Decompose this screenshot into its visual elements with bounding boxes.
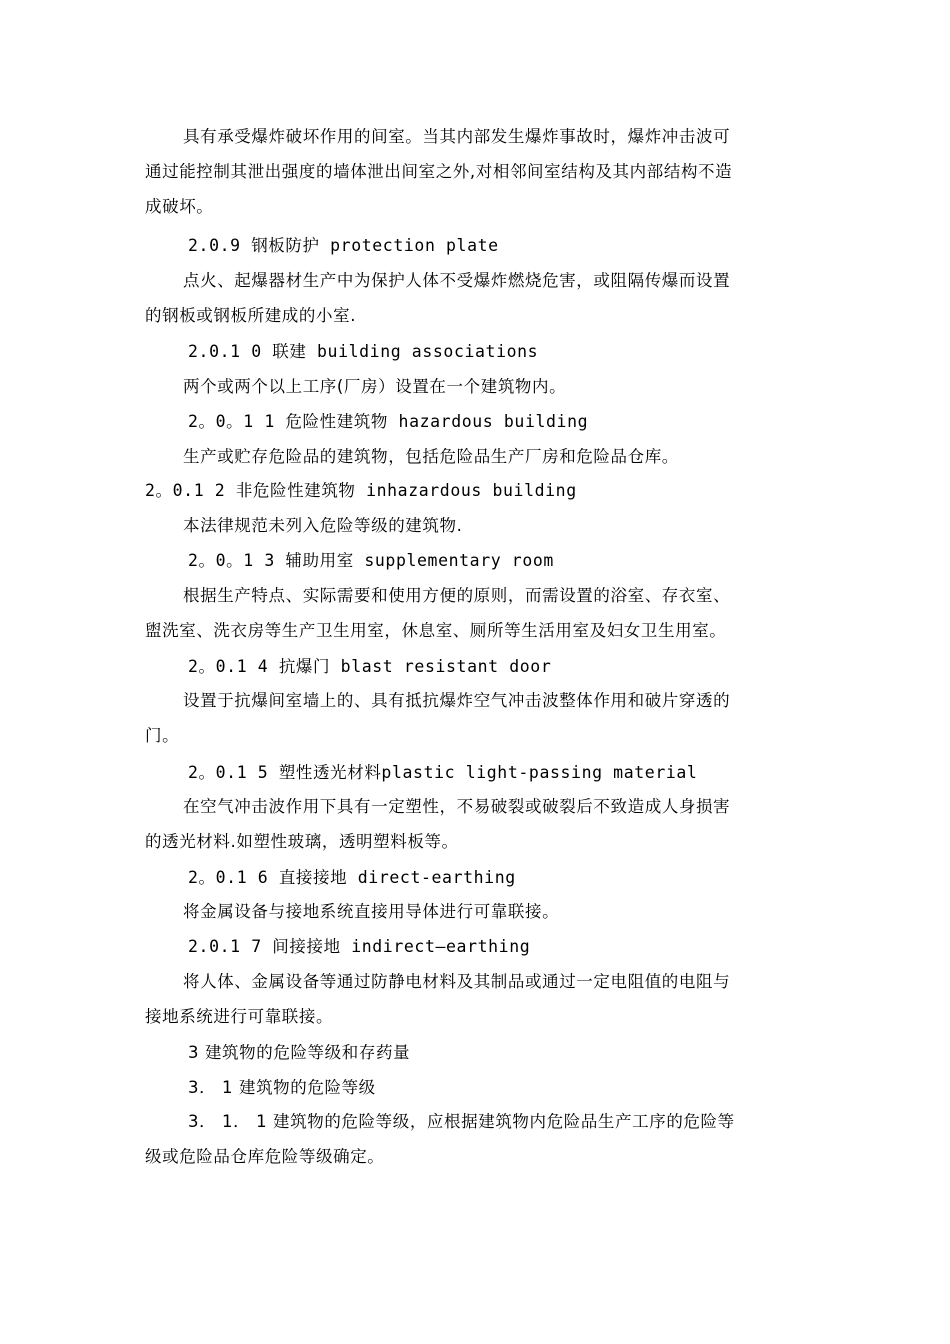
text-line: 成破坏。 <box>145 197 214 216</box>
text-line: 本法律规范未列入危险等级的建筑物. <box>183 516 463 535</box>
clause-heading: 2。0.1 6 直接接地 direct-earthing <box>188 868 516 887</box>
clause-heading: 2.0.9 钢板防护 protection plate <box>188 236 499 255</box>
text-line: 生产或贮存危险品的建筑物，包括危险品生产厂房和危险品仓库。 <box>183 447 679 466</box>
text-line: 设置于抗爆间室墙上的、具有抵抗爆炸空气冲击波整体作用和破片穿透的 <box>183 691 731 710</box>
text-line: 具有承受爆炸破坏作用的间室。当其内部发生爆炸事故时，爆炸冲击波可 <box>183 127 731 146</box>
text-line: 将金属设备与接地系统直接用导体进行可靠联接。 <box>183 902 560 921</box>
section-heading: 3． 1 建筑物的危险等级 <box>188 1078 376 1097</box>
text-line: 的钢板或钢板所建成的小室. <box>145 306 357 325</box>
text-line: 在空气冲击波作用下具有一定塑性，不易破裂或破裂后不致造成人身损害 <box>183 797 731 816</box>
text-line: 门。 <box>145 726 180 745</box>
clause-heading: 2。0.1 2 非危险性建筑物 inhazardous building <box>145 481 577 500</box>
clause-heading: 2。0。1 1 危险性建筑物 hazardous building <box>188 412 589 431</box>
text-line: 级或危险品仓库危险等级确定。 <box>145 1147 385 1166</box>
text-line: 根据生产特点、实际需要和使用方便的原则，而需设置的浴室、存衣室、 <box>183 586 731 605</box>
clause-heading: 2。0。1 3 辅助用室 supplementary room <box>188 551 554 570</box>
text-line: 两个或两个以上工序(厂房）设置在一个建筑物内。 <box>183 377 567 396</box>
clause-heading: 2。0.1 4 抗爆门 blast resistant door <box>188 657 552 676</box>
section-heading: 3 建筑物的危险等级和存药量 <box>188 1043 411 1062</box>
text-line: 接地系统进行可靠联接。 <box>145 1007 334 1026</box>
clause-heading: 2。0.1 5 塑性透光材料plastic light-passing material <box>188 763 698 782</box>
text-line: 的透光材料.如塑性玻璃，透明塑料板等。 <box>145 832 459 851</box>
text-line: 盥洗室、洗衣房等生产卫生用室，休息室、厕所等生活用室及妇女卫生用室。 <box>145 621 727 640</box>
text-line: 点火、起爆器材生产中为保护人体不受爆炸燃烧危害，或阻隔传爆而设置 <box>183 271 731 290</box>
text-line: 通过能控制其泄出强度的墙体泄出间室之外,对相邻间室结构及其内部结构不造 <box>145 162 733 181</box>
text-line: 3． 1． 1 建筑物的危险等级，应根据建筑物内危险品生产工序的危险等 <box>188 1112 735 1131</box>
clause-heading: 2.0.1 7 间接接地 indirect—earthing <box>188 937 531 956</box>
text-line: 将人体、金属设备等通过防静电材料及其制品或通过一定电阻值的电阻与 <box>183 972 731 991</box>
clause-heading: 2.0.1 0 联建 building associations <box>188 342 539 361</box>
